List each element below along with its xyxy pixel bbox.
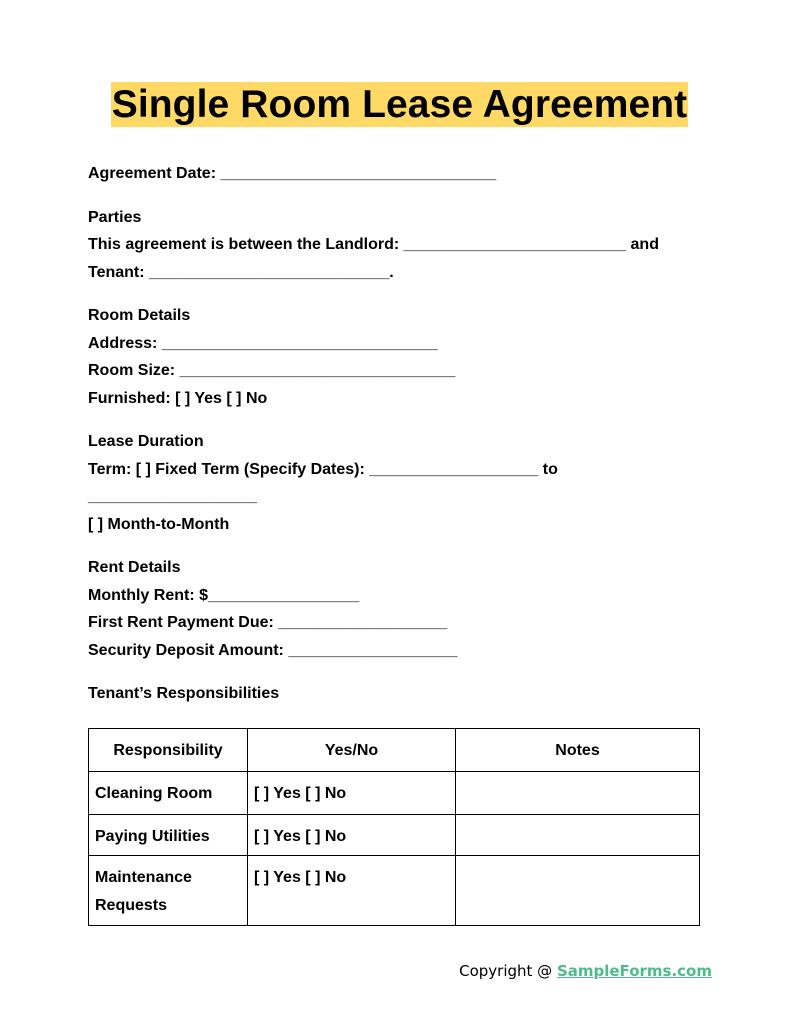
tenant-line: Tenant: ___________________________. <box>88 263 394 281</box>
copyright-text: Copyright @ <box>459 962 557 980</box>
first-payment-field: First Rent Payment Due: ___________________ <box>88 614 448 631</box>
address-field: Address: _______________________________ <box>88 334 438 352</box>
document-body <box>88 160 708 708</box>
rent-details-heading: Rent Details <box>88 559 181 576</box>
parties-heading: Parties <box>88 208 142 226</box>
notes-cell <box>456 772 700 815</box>
yes-no-cell: [ ] Yes [ ] No <box>248 856 456 926</box>
table-row <box>89 856 700 926</box>
parties-line: This agreement is between the Landlord: _________________________ and <box>88 236 659 253</box>
page-title: Single Room Lease Agreement <box>111 83 688 126</box>
table-row <box>89 815 700 856</box>
lease-duration-heading: Lease Duration <box>88 433 204 450</box>
agreement-date-field: Agreement Date: _______________________________ <box>88 165 497 182</box>
table-row <box>89 772 700 815</box>
responsibilities-table <box>88 728 700 926</box>
security-deposit-field: Security Deposit Amount: ___________________ <box>88 641 458 659</box>
column-header: Responsibility <box>89 729 248 772</box>
furnished-field: Furnished: [ ] Yes [ ] No <box>88 389 268 407</box>
term-field: Term: [ ] Fixed Term (Specify Dates): ___________________ to <box>88 460 558 478</box>
month-to-month-option: [ ] Month-to-Month <box>88 515 230 533</box>
notes-cell <box>456 856 700 926</box>
column-header: Yes/No <box>248 729 456 772</box>
room-size-field: Room Size: _______________________________ <box>88 362 456 379</box>
column-header: Notes <box>456 729 700 772</box>
sampleforms-link[interactable]: SampleForms.com <box>556 962 712 980</box>
term-end-blank: ___________________ <box>88 488 258 505</box>
room-details-heading: Room Details <box>88 307 191 324</box>
notes-cell <box>456 815 700 856</box>
responsibility-cell: Maintenance Requests <box>89 856 248 926</box>
monthly-rent-field: Monthly Rent: $_________________ <box>88 586 360 604</box>
responsibility-cell: Cleaning Room <box>89 772 248 815</box>
responsibilities-heading: Tenant’s Responsibilities <box>88 685 280 702</box>
footer <box>459 962 712 980</box>
responsibility-cell: Paying Utilities <box>89 815 248 856</box>
yes-no-cell: [ ] Yes [ ] No <box>248 772 456 815</box>
yes-no-cell: [ ] Yes [ ] No <box>248 815 456 856</box>
